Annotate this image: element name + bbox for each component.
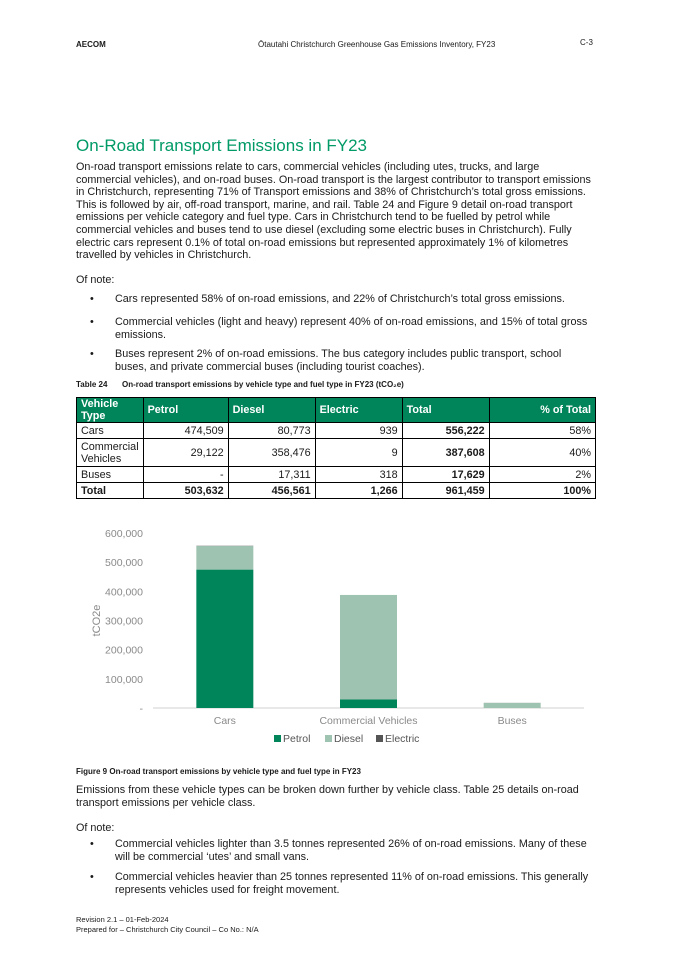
bullet-text: Cars represented 58% of on-road emissions, and 22% of Christchurch’s total gross emissions. (115, 293, 565, 305)
table-cell: Buses (77, 467, 144, 483)
legend-label: Petrol (283, 733, 311, 745)
table-caption (76, 380, 404, 389)
table-cell: 100% (489, 483, 595, 499)
column-header: Electric (315, 398, 402, 423)
y-tick-label: 300,000 (105, 615, 143, 628)
figure-caption: Figure 9 On-road transport emissions by vehicle type and fuel type in FY23 (76, 767, 361, 776)
table-cell: 80,773 (228, 423, 315, 439)
table-cell: 17,629 (402, 467, 489, 483)
table-cell: 939 (315, 423, 402, 439)
x-tick-label: Commercial Vehicles (319, 715, 418, 727)
table-cell: 1,266 (315, 483, 402, 499)
table-cell: 556,222 (402, 423, 489, 439)
emissions-bar-chart (76, 525, 596, 755)
table-caption-number: Table 24 (76, 380, 108, 389)
table-row (77, 439, 596, 467)
bar-petrol (340, 700, 397, 708)
column-header: Petrol (143, 398, 228, 423)
section-title: On-Road Transport Emissions in FY23 (76, 136, 368, 155)
table-caption-text: On-road transport emissions by vehicle type and fuel type in FY23 (tCO₂e) (122, 380, 404, 389)
table-cell: 358,476 (228, 439, 315, 467)
table-cell: 9 (315, 439, 402, 467)
y-axis-label: tCO2e (91, 604, 103, 637)
legend-swatch (376, 735, 383, 742)
table-row (77, 467, 596, 483)
bullet-marker: • (90, 871, 94, 883)
table-cell: Total (77, 483, 144, 499)
document-title: Ōtautahi Christchurch Greenhouse Gas Emissions Inventory, FY23 (258, 40, 496, 49)
table-cell: 58% (489, 423, 595, 439)
table-cell: 503,632 (143, 483, 228, 499)
table-cell: 40% (489, 439, 595, 467)
table-cell: 387,608 (402, 439, 489, 467)
emissions-table (76, 397, 596, 499)
section2-paragraph: Emissions from these vehicle types can be broken down further by vehicle class. Table 25 details on-road transport emissions per vehicle class. (76, 784, 579, 809)
bullet-marker: • (90, 316, 94, 328)
table-cell: Commercial Vehicles (77, 439, 144, 467)
table-cell: 474,509 (143, 423, 228, 439)
table-header-row (77, 398, 596, 423)
column-header: Vehicle Type (77, 398, 144, 423)
table-cell: Cars (77, 423, 144, 439)
bullet-text: Commercial vehicles (light and heavy) represent 40% of on-road emissions, and 15% of total gross emissions. (115, 316, 588, 341)
bar-diesel (484, 703, 541, 708)
bullet-text: Buses represent 2% of on-road emissions. The bus category includes public transport, school buses, and private commercial buses (including tourist coaches). (115, 348, 562, 373)
table-total-row (77, 483, 596, 499)
y-tick-label: 600,000 (105, 528, 143, 540)
footer-prepared-for: Prepared for – Christchurch City Council – Co No.: N/A (76, 925, 259, 934)
of-note-label: Of note: (76, 274, 115, 286)
bullet-marker: • (90, 348, 94, 360)
y-tick-label: 200,000 (105, 644, 143, 657)
table-cell: 456,561 (228, 483, 315, 499)
column-header: Diesel (228, 398, 315, 423)
of-note-label: Of note: (76, 822, 115, 834)
footer-revision: Revision 2.1 – 01-Feb-2024 (76, 915, 169, 924)
bullet-text: Commercial vehicles heavier than 25 tonnes represented 11% of on-road emissions. This generally represents vehicles used for freight movement. (115, 871, 589, 896)
y-tick-label: 500,000 (105, 557, 143, 570)
table-cell: 17,311 (228, 467, 315, 483)
table-cell: 961,459 (402, 483, 489, 499)
x-tick-label: Buses (497, 715, 527, 727)
company-name: AECOM (76, 40, 106, 49)
table-cell: 2% (489, 467, 595, 483)
legend-label: Diesel (334, 733, 364, 745)
bar-petrol (196, 570, 253, 708)
bar-diesel (340, 595, 397, 700)
legend-swatch (325, 735, 332, 742)
bullet-marker: • (90, 838, 94, 850)
y-tick-label: 400,000 (105, 586, 143, 599)
table-row (77, 423, 596, 439)
bullet-text: Commercial vehicles lighter than 3.5 tonnes represented 26% of on-road emissions. Many of these will be commercial ‘utes’ and small vans. (115, 838, 587, 863)
table-cell: - (143, 467, 228, 483)
y-tick-label: - (139, 703, 143, 715)
column-header: % of Total (489, 398, 595, 423)
table-cell: 29,122 (143, 439, 228, 467)
intro-paragraph: On-road transport emissions relate to cars, commercial vehicles (including utes, trucks, and large commercial vehicles), and on-road buses. On-road transport is the largest contributor to transport emissions in Christchurch, representing 71% of Transport emissions and 38% of Christchurch’s total gross emissions. This is followed by air, off-road transport, marine, and rail. Table 24 and Figure 9 detail on-road transport emissions per vehicle category and fuel type. Cars in Christchurch tend to be fuelled by petrol while commercial vehicles and buses tend to use diesel (excluding some electric buses in Christchurch). Fully electric cars represent 0.1% of total on-road emissions but represented approximately 1% of kilometres travelled by vehicles in Christchurch. (76, 161, 591, 262)
bar-diesel (196, 546, 253, 570)
x-tick-label: Cars (213, 715, 236, 727)
table-cell: 318 (315, 467, 402, 483)
legend-swatch (274, 735, 281, 742)
legend-label: Electric (385, 733, 420, 745)
bullet-marker: • (90, 293, 94, 305)
page-number: C-3 (580, 38, 593, 47)
column-header: Total (402, 398, 489, 423)
y-tick-label: 100,000 (105, 673, 143, 686)
